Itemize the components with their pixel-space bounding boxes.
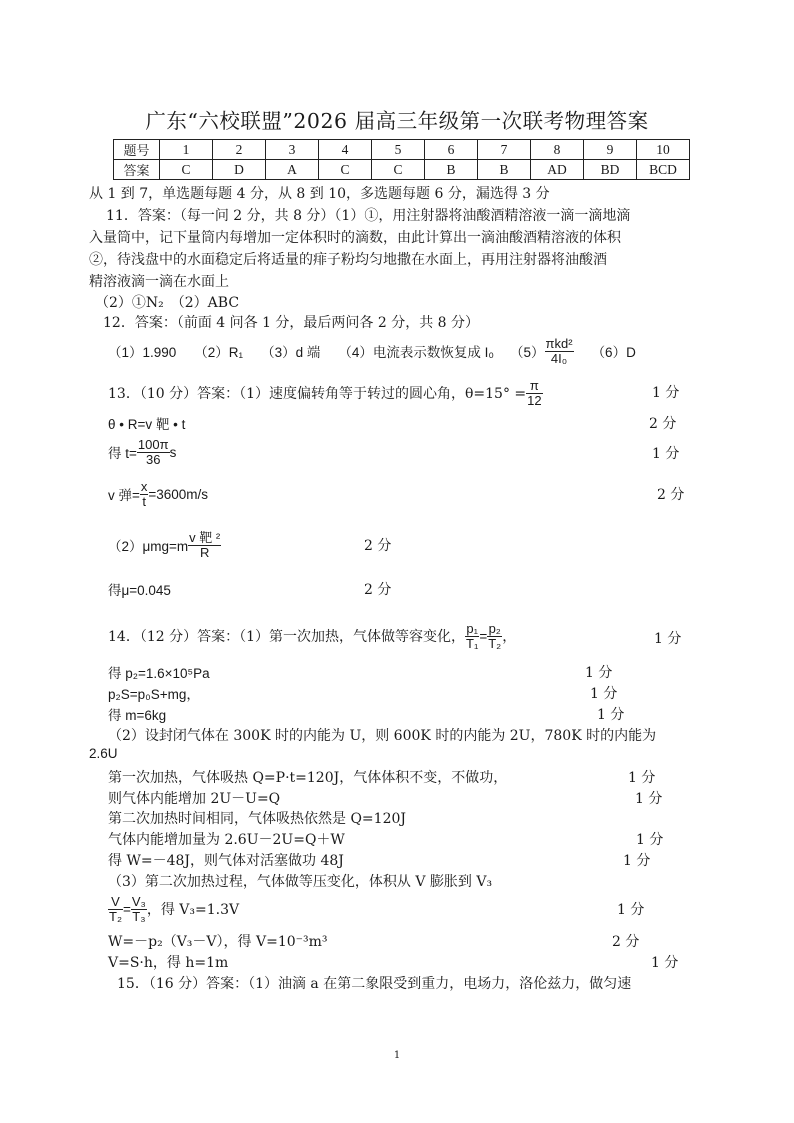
page-title: 广东“六校联盟”2026 届高三年级第一次联考物理答案 bbox=[145, 109, 649, 133]
q14-line6-points: 1 分 bbox=[628, 770, 656, 786]
fraction-denominator: t bbox=[142, 493, 146, 509]
fraction-denominator: T₂ bbox=[488, 635, 502, 651]
fraction-numerator: π bbox=[526, 379, 542, 394]
q13-line4-prefix: v 弹= bbox=[108, 488, 140, 503]
q14-line13-points: 2 分 bbox=[612, 934, 640, 950]
scoring-note: 从 1 到 7，单选题每题 4 分，从 8 到 10，多选题每题 6 分，漏选得 3 分 bbox=[89, 186, 550, 202]
q13-line2: θ • R=v 靶 • t bbox=[108, 417, 186, 432]
q12-a5-fraction bbox=[545, 337, 574, 365]
q12-a2: （2）R₁ bbox=[194, 345, 244, 360]
q14-line12-suffix: ，得 V₃=1.3V bbox=[146, 902, 240, 918]
q14-line2-points: 1 分 bbox=[585, 665, 613, 681]
table-cell: 3 bbox=[266, 140, 319, 160]
q11-line2: 入量筒中，记下量筒内每增加一定体积时的滴数，由此计算出一滴油酸酒精溶液的体积 bbox=[89, 230, 621, 246]
table-cell: A bbox=[266, 160, 319, 180]
q14-line3-points: 1 分 bbox=[590, 686, 618, 702]
fraction-numerator: V₃ bbox=[131, 893, 146, 909]
q13-line3-suffix: s bbox=[169, 444, 177, 460]
q13-line6-points: 2 分 bbox=[364, 582, 392, 598]
q12-a3: （3）d 端 bbox=[261, 345, 321, 360]
q14-line9: 气体内能增加量为 2.6U－2U=Q＋W bbox=[108, 832, 345, 848]
q13-line4-fraction bbox=[140, 480, 149, 508]
fraction-denominator: T₃ bbox=[132, 908, 146, 924]
table-cell: 9 bbox=[584, 140, 637, 160]
page-number: 1 bbox=[393, 1050, 401, 1061]
q14-line1-text: 14．（12 分）答案：（1）第一次加热，气体做等容变化， bbox=[108, 629, 465, 645]
table-cell: 2 bbox=[213, 140, 266, 160]
q12-answers bbox=[108, 331, 636, 371]
q14-line14: V=S·h，得 h=1m bbox=[108, 955, 229, 971]
q14-line1-equals: = bbox=[479, 628, 488, 644]
q13-line5-prefix: （2）μmg=m bbox=[108, 539, 189, 554]
q14-line12-fraction-2 bbox=[131, 895, 147, 923]
q13-line4-points: 2 分 bbox=[657, 487, 685, 503]
fraction-denominator: T₁ bbox=[466, 635, 479, 651]
q14-line4: 得 m=6kg bbox=[108, 708, 167, 723]
q13-line5 bbox=[108, 525, 221, 565]
fraction-numerator: V bbox=[108, 895, 123, 910]
q12-a1: （1）1.990 bbox=[108, 345, 177, 360]
table-cell: 1 bbox=[160, 140, 213, 160]
q13-line5-points: 2 分 bbox=[364, 538, 392, 554]
fraction-numerator: 100π bbox=[137, 436, 169, 452]
q11-line1: 11．答案：（每一问 2 分，共 8 分）（1）①，用注射器将油酸酒精溶液一滴一滴地滴 bbox=[106, 208, 631, 224]
q14-line13: W=－p₂（V₃－V），得 V=10⁻³m³ bbox=[108, 934, 328, 950]
q14-line10-points: 1 分 bbox=[623, 853, 651, 869]
q14-line7: 则气体内能增加 2U－U=Q bbox=[108, 791, 281, 807]
fraction-denominator: R bbox=[200, 544, 210, 560]
q14-line5b: 2.6U bbox=[89, 746, 118, 761]
table-cell: C bbox=[160, 160, 213, 180]
q12-a5-prefix: （5） bbox=[510, 345, 545, 360]
q13-line4 bbox=[108, 474, 208, 514]
q14-line6: 第一次加热，气体吸热 Q=P·t=120J，气体体积不变，不做功， bbox=[108, 770, 508, 786]
table-header-label: 题号 bbox=[114, 140, 160, 160]
q13-line1 bbox=[108, 373, 543, 413]
q13-line4-suffix: =3600m/s bbox=[148, 486, 209, 502]
q12-a6: （6）D bbox=[591, 345, 636, 360]
q15-line1: 15．（16 分）答案：（1）油滴 a 在第二象限受到重力，电场力，洛伦兹力，做匀速 bbox=[117, 976, 632, 992]
q14-line2: 得 p₂=1.6×10⁵Pa bbox=[108, 666, 210, 681]
fraction-numerator: x bbox=[140, 478, 148, 494]
q11-line4: 精溶液滴一滴在水面上 bbox=[89, 274, 229, 290]
q14-line3: p₂S=p₀S+mg， bbox=[108, 687, 200, 702]
table-cell: B bbox=[425, 160, 478, 180]
q14-line1-comma: ， bbox=[502, 629, 517, 645]
q14-line11: （3）第二次加热过程，气体做等压变化，体积从 V 膨胀到 V₃ bbox=[108, 874, 493, 890]
q11-line5: （2）①N₂ （2）ABC bbox=[95, 295, 240, 311]
answer-table bbox=[113, 139, 690, 180]
table-cell: 4 bbox=[319, 140, 372, 160]
q14-line14-points: 1 分 bbox=[651, 955, 679, 971]
q13-line1-text: 13．（10 分）答案：（1）速度偏转角等于转过的圆心角，θ=15° = bbox=[108, 386, 527, 402]
q14-line1-points: 1 分 bbox=[654, 631, 682, 647]
q14-line5a: （2）设封闭气体在 300K 时的内能为 U，则 600K 时的内能为 2U，780K 时的内能为 bbox=[108, 728, 657, 744]
fraction-numerator: v 靶 ² bbox=[189, 529, 221, 545]
q14-line7-points: 1 分 bbox=[635, 791, 663, 807]
q13-line5-fraction bbox=[188, 531, 221, 559]
fraction-denominator: 12 bbox=[527, 392, 542, 408]
q13-line2-points: 2 分 bbox=[649, 416, 677, 432]
q13-line6: 得μ=0.045 bbox=[108, 583, 171, 598]
q13-line3-prefix: 得 t= bbox=[108, 446, 137, 461]
q14-line8: 第二次加热时间相同，气体吸热依然是 Q=120J bbox=[108, 811, 406, 827]
q11-line3: ②，待浅盘中的水面稳定后将适量的痱子粉均匀地撒在水面上，再用注射器将油酸酒 bbox=[89, 252, 607, 268]
q14-line12-points: 1 分 bbox=[617, 902, 645, 918]
q14-line12 bbox=[108, 889, 239, 929]
fraction-denominator: 36 bbox=[145, 451, 161, 467]
table-cell: B bbox=[478, 160, 531, 180]
q12-a4: （4）电流表示数恢复成 I₀ bbox=[338, 345, 495, 360]
fraction-denominator: T₂ bbox=[109, 908, 122, 924]
q13-line1-fraction bbox=[526, 379, 542, 407]
q14-line1-fraction-1 bbox=[465, 622, 479, 650]
q14-line9-points: 1 分 bbox=[636, 832, 664, 848]
q13-line1-points: 1 分 bbox=[652, 385, 680, 401]
table-cell: C bbox=[372, 160, 425, 180]
q12-line1: 12．答案：（前面 4 问各 1 分，最后两问各 2 分，共 8 分） bbox=[103, 315, 480, 331]
table-cell: D bbox=[213, 160, 266, 180]
table-row-answers bbox=[114, 160, 690, 180]
q14-line12-fraction-1 bbox=[108, 895, 123, 923]
fraction-numerator: p₁ bbox=[466, 620, 478, 636]
table-answer-label: 答案 bbox=[114, 160, 160, 180]
table-row-numbers bbox=[114, 140, 690, 160]
table-cell: 5 bbox=[372, 140, 425, 160]
table-cell: C bbox=[319, 160, 372, 180]
table-cell: 7 bbox=[478, 140, 531, 160]
table-cell: AD bbox=[531, 160, 584, 180]
q14-line10: 得 W=－48J，则气体对活塞做功 48J bbox=[108, 853, 344, 869]
fraction-denominator: 4I₀ bbox=[550, 350, 568, 366]
table-cell: 6 bbox=[425, 140, 478, 160]
q14-line1-fraction-2 bbox=[487, 622, 502, 650]
table-cell: 10 bbox=[637, 140, 690, 160]
table-cell: BCD bbox=[637, 160, 690, 180]
q14-line1 bbox=[108, 616, 516, 656]
table-cell: 8 bbox=[531, 140, 584, 160]
q14-line12-equals: = bbox=[123, 901, 131, 917]
q13-line3-points: 1 分 bbox=[652, 446, 680, 462]
q13-line3 bbox=[108, 432, 176, 472]
fraction-numerator: πkd² bbox=[545, 335, 573, 351]
table-cell: BD bbox=[584, 160, 637, 180]
q14-line4-points: 1 分 bbox=[597, 707, 625, 723]
fraction-numerator: p₂ bbox=[488, 620, 501, 636]
q13-line3-fraction bbox=[137, 438, 170, 466]
